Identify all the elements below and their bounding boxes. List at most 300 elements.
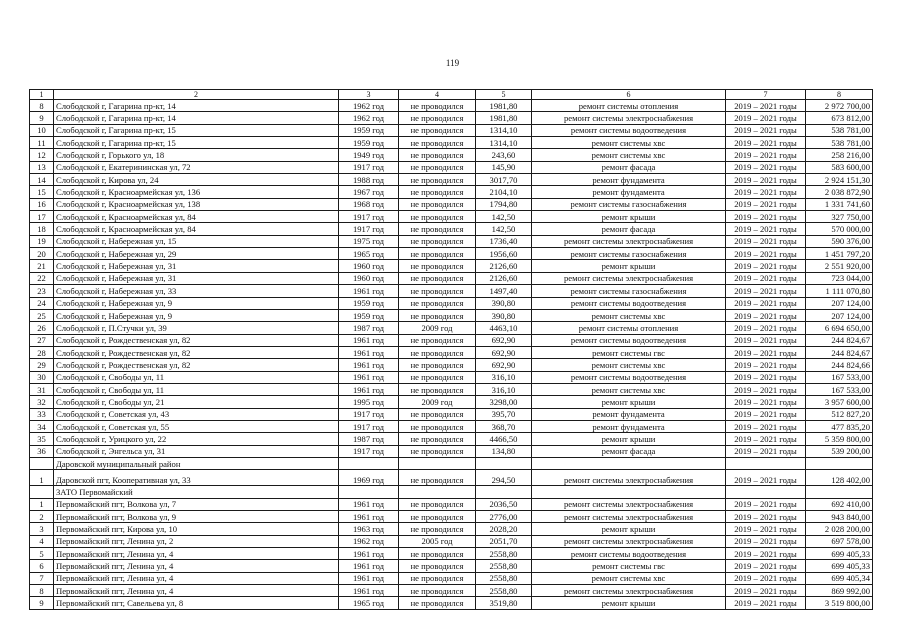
construction-year: 1962 год	[339, 112, 399, 124]
work-cost: 1 111 070,80	[806, 285, 873, 297]
work-type: ремонт системы водоотведения	[532, 124, 726, 136]
construction-year: 1917 год	[339, 408, 399, 420]
planned-period: 2019 – 2021 годы	[726, 211, 806, 223]
table-row	[30, 560, 873, 572]
total-area: 1981,80	[476, 112, 532, 124]
section-row	[30, 457, 873, 469]
last-overhaul-year: не проводился	[399, 359, 476, 371]
work-cost: 583 600,00	[806, 161, 873, 173]
column-number: 2	[54, 90, 339, 100]
construction-year: 1917 год	[339, 420, 399, 432]
building-address: Слободской г, Свободы ул, 21	[54, 396, 339, 408]
section-title: ЗАТО Первомайский	[54, 486, 339, 498]
construction-year: 1961 год	[339, 548, 399, 560]
total-area: 1981,80	[476, 100, 532, 112]
work-type: ремонт системы водоотведения	[532, 371, 726, 383]
work-cost: 5 359 800,00	[806, 433, 873, 445]
total-area: 3017,70	[476, 174, 532, 186]
planned-period: 2019 – 2021 годы	[726, 186, 806, 198]
construction-year: 1967 год	[339, 186, 399, 198]
building-address: Слободской г, Свободы ул, 11	[54, 371, 339, 383]
row-number: 35	[30, 433, 54, 445]
last-overhaul-year: не проводился	[399, 572, 476, 584]
total-area: 692,90	[476, 346, 532, 358]
total-area: 4463,10	[476, 322, 532, 334]
construction-year: 1965 год	[339, 248, 399, 260]
work-type: ремонт системы электроснабжения	[532, 498, 726, 510]
planned-period: 2019 – 2021 годы	[726, 223, 806, 235]
table-row	[30, 112, 873, 124]
row-number: 34	[30, 420, 54, 432]
work-cost: 943 840,00	[806, 511, 873, 523]
section-number-cell	[30, 486, 54, 498]
construction-year: 1965 год	[339, 597, 399, 609]
table-row	[30, 260, 873, 272]
row-number: 28	[30, 346, 54, 358]
section-empty-cell	[476, 457, 532, 469]
work-cost: 512 827,20	[806, 408, 873, 420]
work-type: ремонт крыши	[532, 597, 726, 609]
work-type: ремонт системы электроснабжения	[532, 535, 726, 547]
work-type: ремонт фундамента	[532, 186, 726, 198]
total-area: 2036,50	[476, 498, 532, 510]
table-row	[30, 445, 873, 457]
table-row	[30, 597, 873, 609]
building-address: Слободской г, Набережная ул, 29	[54, 248, 339, 260]
table-row	[30, 285, 873, 297]
row-number: 13	[30, 161, 54, 173]
planned-period: 2019 – 2021 годы	[726, 371, 806, 383]
work-type: ремонт фасада	[532, 223, 726, 235]
planned-period: 2019 – 2021 годы	[726, 359, 806, 371]
building-address: Слободской г, Советская ул, 43	[54, 408, 339, 420]
section-empty-cell	[726, 486, 806, 498]
last-overhaul-year: 2009 год	[399, 322, 476, 334]
total-area: 1314,10	[476, 124, 532, 136]
planned-period: 2019 – 2021 годы	[726, 272, 806, 284]
total-area: 390,80	[476, 297, 532, 309]
work-type: ремонт фундамента	[532, 174, 726, 186]
building-address: Слободской г, Гагарина пр-кт, 14	[54, 100, 339, 112]
column-number: 8	[806, 90, 873, 100]
section-empty-cell	[806, 486, 873, 498]
table-row	[30, 535, 873, 547]
total-area: 145,90	[476, 161, 532, 173]
building-address: Первомайский пгт, Волкова ул, 7	[54, 498, 339, 510]
planned-period: 2019 – 2021 годы	[726, 174, 806, 186]
construction-year: 1959 год	[339, 137, 399, 149]
total-area: 4466,50	[476, 433, 532, 445]
row-number: 29	[30, 359, 54, 371]
work-cost: 244 824,66	[806, 359, 873, 371]
building-address: Слободской г, Рождественская ул, 82	[54, 334, 339, 346]
construction-year: 1961 год	[339, 585, 399, 597]
column-number: 3	[339, 90, 399, 100]
work-cost: 2 551 920,00	[806, 260, 873, 272]
construction-year: 1959 год	[339, 297, 399, 309]
work-type: ремонт системы отопления	[532, 100, 726, 112]
row-number: 8	[30, 585, 54, 597]
table-row	[30, 396, 873, 408]
work-cost: 723 044,00	[806, 272, 873, 284]
table-row	[30, 174, 873, 186]
row-number: 9	[30, 112, 54, 124]
work-type: ремонт системы электроснабжения	[532, 585, 726, 597]
last-overhaul-year: не проводился	[399, 523, 476, 535]
work-type: ремонт системы электроснабжения	[532, 112, 726, 124]
work-type: ремонт системы водоотведения	[532, 548, 726, 560]
planned-period: 2019 – 2021 годы	[726, 560, 806, 572]
work-cost: 673 812,00	[806, 112, 873, 124]
row-number: 9	[30, 597, 54, 609]
row-number: 17	[30, 211, 54, 223]
table-row	[30, 309, 873, 321]
section-empty-cell	[339, 457, 399, 469]
building-address: Слободской г, Красноармейская ул, 136	[54, 186, 339, 198]
building-address: Слободской г, Гагарина пр-кт, 15	[54, 124, 339, 136]
last-overhaul-year: 2005 год	[399, 535, 476, 547]
planned-period: 2019 – 2021 годы	[726, 433, 806, 445]
last-overhaul-year: не проводился	[399, 433, 476, 445]
planned-period: 2019 – 2021 годы	[726, 548, 806, 560]
work-type: ремонт крыши	[532, 433, 726, 445]
building-address: Первомайский пгт, Савельева ул, 8	[54, 597, 339, 609]
total-area: 692,90	[476, 334, 532, 346]
planned-period: 2019 – 2021 годы	[726, 408, 806, 420]
total-area: 1794,80	[476, 198, 532, 210]
planned-period: 2019 – 2021 годы	[726, 585, 806, 597]
total-area: 2051,70	[476, 535, 532, 547]
last-overhaul-year: не проводился	[399, 124, 476, 136]
construction-year: 1917 год	[339, 445, 399, 457]
total-area: 2558,80	[476, 548, 532, 560]
section-empty-cell	[532, 457, 726, 469]
column-number: 7	[726, 90, 806, 100]
work-cost: 699 405,33	[806, 560, 873, 572]
work-type: ремонт крыши	[532, 260, 726, 272]
last-overhaul-year: не проводился	[399, 560, 476, 572]
section-empty-cell	[476, 486, 532, 498]
last-overhaul-year: не проводился	[399, 548, 476, 560]
total-area: 142,50	[476, 211, 532, 223]
page-number: 119	[445, 58, 460, 68]
planned-period: 2019 – 2021 годы	[726, 420, 806, 432]
building-address: Слободской г, Набережная ул, 33	[54, 285, 339, 297]
planned-period: 2019 – 2021 годы	[726, 235, 806, 247]
total-area: 692,90	[476, 359, 532, 371]
work-type: ремонт системы хвс	[532, 149, 726, 161]
work-cost: 692 410,00	[806, 498, 873, 510]
work-cost: 869 992,00	[806, 585, 873, 597]
building-address: Первомайский пгт, Ленина ул, 4	[54, 585, 339, 597]
last-overhaul-year: не проводился	[399, 585, 476, 597]
section-title: Даровской муниципальный район	[54, 457, 339, 469]
total-area: 1956,60	[476, 248, 532, 260]
last-overhaul-year: не проводился	[399, 420, 476, 432]
construction-year: 1962 год	[339, 100, 399, 112]
total-area: 1497,40	[476, 285, 532, 297]
last-overhaul-year: не проводился	[399, 272, 476, 284]
last-overhaul-year: не проводился	[399, 235, 476, 247]
table-row	[30, 322, 873, 334]
planned-period: 2019 – 2021 годы	[726, 396, 806, 408]
column-number: 4	[399, 90, 476, 100]
building-address: Слободской г, Советская ул, 55	[54, 420, 339, 432]
total-area: 2126,60	[476, 272, 532, 284]
row-number: 27	[30, 334, 54, 346]
planned-period: 2019 – 2021 годы	[726, 334, 806, 346]
column-number: 1	[30, 90, 54, 100]
work-type: ремонт системы гвс	[532, 560, 726, 572]
work-cost: 207 124,00	[806, 297, 873, 309]
row-number: 11	[30, 137, 54, 149]
building-address: Слободской г, Набережная ул, 9	[54, 297, 339, 309]
total-area: 2104,10	[476, 186, 532, 198]
last-overhaul-year: не проводился	[399, 371, 476, 383]
construction-year: 1988 год	[339, 174, 399, 186]
work-type: ремонт системы электроснабжения	[532, 470, 726, 486]
construction-year: 1961 год	[339, 560, 399, 572]
table-row	[30, 100, 873, 112]
planned-period: 2019 – 2021 годы	[726, 297, 806, 309]
last-overhaul-year: не проводился	[399, 161, 476, 173]
work-type: ремонт системы хвс	[532, 572, 726, 584]
work-cost: 1 451 797,20	[806, 248, 873, 260]
work-cost: 538 781,00	[806, 124, 873, 136]
table-row	[30, 198, 873, 210]
work-type: ремонт системы гвс	[532, 346, 726, 358]
work-type: ремонт системы хвс	[532, 137, 726, 149]
table-row	[30, 572, 873, 584]
table-row	[30, 161, 873, 173]
table-row	[30, 346, 873, 358]
last-overhaul-year: не проводился	[399, 445, 476, 457]
work-cost: 327 750,00	[806, 211, 873, 223]
work-cost: 167 533,00	[806, 371, 873, 383]
planned-period: 2019 – 2021 годы	[726, 100, 806, 112]
total-area: 316,10	[476, 371, 532, 383]
total-area: 390,80	[476, 309, 532, 321]
work-type: ремонт системы газоснабжения	[532, 248, 726, 260]
row-number: 2	[30, 511, 54, 523]
construction-year: 1917 год	[339, 223, 399, 235]
construction-year: 1917 год	[339, 211, 399, 223]
last-overhaul-year: не проводился	[399, 408, 476, 420]
work-cost: 538 781,00	[806, 137, 873, 149]
work-type: ремонт системы хвс	[532, 309, 726, 321]
last-overhaul-year: не проводился	[399, 334, 476, 346]
section-empty-cell	[726, 457, 806, 469]
work-type: ремонт системы электроснабжения	[532, 272, 726, 284]
table-row	[30, 235, 873, 247]
work-type: ремонт системы хвс	[532, 383, 726, 395]
building-address: Слободской г, П.Стучки ул, 39	[54, 322, 339, 334]
row-number: 26	[30, 322, 54, 334]
last-overhaul-year: не проводился	[399, 383, 476, 395]
work-cost: 590 376,00	[806, 235, 873, 247]
work-type: ремонт системы хвс	[532, 359, 726, 371]
building-address: Слободской г, Горького ул, 18	[54, 149, 339, 161]
building-address: Слободской г, Набережная ул, 31	[54, 272, 339, 284]
section-empty-cell	[532, 486, 726, 498]
row-number: 10	[30, 124, 54, 136]
total-area: 2776,00	[476, 511, 532, 523]
building-address: Слободской г, Красноармейская ул, 84	[54, 223, 339, 235]
construction-year: 1961 год	[339, 346, 399, 358]
last-overhaul-year: не проводился	[399, 309, 476, 321]
row-number: 15	[30, 186, 54, 198]
section-empty-cell	[399, 457, 476, 469]
building-address: Слободской г, Энгельса ул, 31	[54, 445, 339, 457]
total-area: 368,70	[476, 420, 532, 432]
building-address: Первомайский пгт, Волкова ул, 9	[54, 511, 339, 523]
section-number-cell	[30, 457, 54, 469]
work-type: ремонт фасада	[532, 445, 726, 457]
last-overhaul-year: не проводился	[399, 100, 476, 112]
total-area: 243,60	[476, 149, 532, 161]
total-area: 3298,00	[476, 396, 532, 408]
work-cost: 167 533,00	[806, 383, 873, 395]
planned-period: 2019 – 2021 годы	[726, 535, 806, 547]
planned-period: 2019 – 2021 годы	[726, 198, 806, 210]
building-address: Первомайский пгт, Ленина ул, 4	[54, 548, 339, 560]
section-row	[30, 486, 873, 498]
table-row	[30, 585, 873, 597]
last-overhaul-year: не проводился	[399, 211, 476, 223]
construction-year: 1960 год	[339, 272, 399, 284]
last-overhaul-year: 2009 год	[399, 396, 476, 408]
table-row	[30, 498, 873, 510]
construction-year: 1961 год	[339, 511, 399, 523]
construction-year: 1961 год	[339, 498, 399, 510]
last-overhaul-year: не проводился	[399, 112, 476, 124]
last-overhaul-year: не проводился	[399, 137, 476, 149]
building-address: Слободской г, Екатерининская ул, 72	[54, 161, 339, 173]
work-cost: 2 038 872,90	[806, 186, 873, 198]
building-address: Первомайский пгт, Ленина ул, 4	[54, 560, 339, 572]
table-row	[30, 272, 873, 284]
work-cost: 699 405,34	[806, 572, 873, 584]
construction-year: 1963 год	[339, 523, 399, 535]
table-row	[30, 408, 873, 420]
building-address: Слободской г, Урицкого ул, 22	[54, 433, 339, 445]
work-cost: 258 216,00	[806, 149, 873, 161]
work-cost: 539 200,00	[806, 445, 873, 457]
row-number: 6	[30, 560, 54, 572]
last-overhaul-year: не проводился	[399, 149, 476, 161]
building-address: Слободской г, Рождественская ул, 82	[54, 346, 339, 358]
table-row	[30, 124, 873, 136]
work-cost: 3 519 800,00	[806, 597, 873, 609]
work-cost: 2 028 200,00	[806, 523, 873, 535]
row-number: 36	[30, 445, 54, 457]
total-area: 2028,20	[476, 523, 532, 535]
building-address: Слободской г, Рождественская ул, 82	[54, 359, 339, 371]
planned-period: 2019 – 2021 годы	[726, 470, 806, 486]
work-type: ремонт крыши	[532, 523, 726, 535]
row-number: 23	[30, 285, 54, 297]
work-cost: 2 924 151,30	[806, 174, 873, 186]
last-overhaul-year: не проводился	[399, 198, 476, 210]
work-type: ремонт фасада	[532, 161, 726, 173]
total-area: 294,50	[476, 470, 532, 486]
row-number: 25	[30, 309, 54, 321]
last-overhaul-year: не проводился	[399, 186, 476, 198]
total-area: 1736,40	[476, 235, 532, 247]
construction-year: 1959 год	[339, 124, 399, 136]
table-row	[30, 211, 873, 223]
last-overhaul-year: не проводился	[399, 297, 476, 309]
total-area: 2126,60	[476, 260, 532, 272]
construction-year: 1968 год	[339, 198, 399, 210]
section-empty-cell	[339, 486, 399, 498]
construction-year: 1961 год	[339, 359, 399, 371]
building-address: Слободской г, Набережная ул, 15	[54, 235, 339, 247]
building-address: Первомайский пгт, Кирова ул, 10	[54, 523, 339, 535]
row-number: 16	[30, 198, 54, 210]
total-area: 1314,10	[476, 137, 532, 149]
total-area: 3519,80	[476, 597, 532, 609]
total-area: 2558,80	[476, 585, 532, 597]
planned-period: 2019 – 2021 годы	[726, 285, 806, 297]
work-cost: 2 972 700,00	[806, 100, 873, 112]
planned-period: 2019 – 2021 годы	[726, 445, 806, 457]
planned-period: 2019 – 2021 годы	[726, 260, 806, 272]
row-number: 14	[30, 174, 54, 186]
row-number: 20	[30, 248, 54, 260]
building-address: Слободской г, Свободы ул, 11	[54, 383, 339, 395]
column-number: 6	[532, 90, 726, 100]
table-row	[30, 248, 873, 260]
planned-period: 2019 – 2021 годы	[726, 383, 806, 395]
table-row	[30, 523, 873, 535]
last-overhaul-year: не проводился	[399, 223, 476, 235]
planned-period: 2019 – 2021 годы	[726, 112, 806, 124]
table-row	[30, 548, 873, 560]
building-address: Слободской г, Набережная ул, 9	[54, 309, 339, 321]
row-number: 3	[30, 523, 54, 535]
last-overhaul-year: не проводился	[399, 174, 476, 186]
construction-year: 1961 год	[339, 383, 399, 395]
construction-year: 1961 год	[339, 334, 399, 346]
building-address: Слободской г, Гагарина пр-кт, 15	[54, 137, 339, 149]
last-overhaul-year: не проводился	[399, 285, 476, 297]
table-row	[30, 371, 873, 383]
work-cost: 699 405,33	[806, 548, 873, 560]
work-type: ремонт системы электроснабжения	[532, 511, 726, 523]
planned-period: 2019 – 2021 годы	[726, 523, 806, 535]
building-address: Первомайский пгт, Ленина ул, 2	[54, 535, 339, 547]
work-cost: 244 824,67	[806, 334, 873, 346]
building-address: Слободской г, Гагарина пр-кт, 14	[54, 112, 339, 124]
total-area: 134,80	[476, 445, 532, 457]
work-cost: 477 835,20	[806, 420, 873, 432]
work-type: ремонт системы водоотведения	[532, 297, 726, 309]
row-number: 33	[30, 408, 54, 420]
total-area: 316,10	[476, 383, 532, 395]
construction-year: 1995 год	[339, 396, 399, 408]
row-number: 1	[30, 498, 54, 510]
building-address: Слободской г, Кирова ул, 24	[54, 174, 339, 186]
construction-year: 1949 год	[339, 149, 399, 161]
planned-period: 2019 – 2021 годы	[726, 498, 806, 510]
work-type: ремонт системы газоснабжения	[532, 198, 726, 210]
construction-year: 1975 год	[339, 235, 399, 247]
row-number: 1	[30, 470, 54, 486]
building-address: Даровской пгт, Кооперативная ул, 33	[54, 470, 339, 486]
work-type: ремонт крыши	[532, 396, 726, 408]
building-address: Слободской г, Красноармейская ул, 84	[54, 211, 339, 223]
